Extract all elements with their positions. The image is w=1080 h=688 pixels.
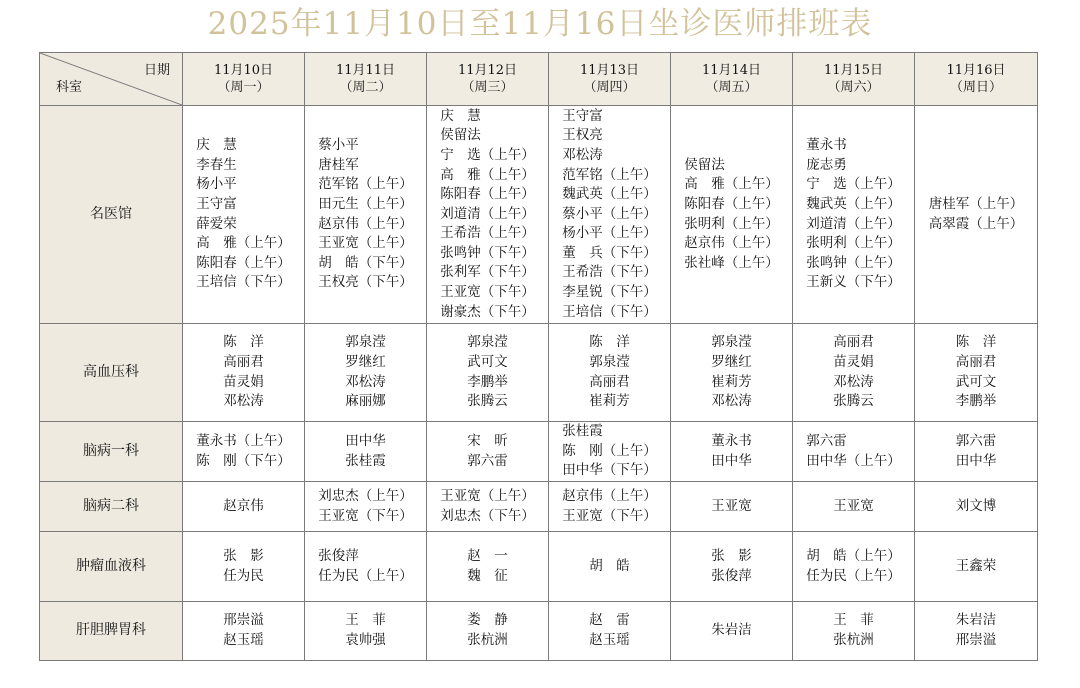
doctor-entry: 罗继红 xyxy=(345,353,386,370)
doctor-list xyxy=(956,611,997,650)
doctor-entry: 庆 慧 xyxy=(440,107,481,124)
schedule-cell xyxy=(915,532,1038,602)
doctor-entry: 魏 征 xyxy=(467,567,508,584)
doctor-entry: 赵玉瑶 xyxy=(223,632,264,648)
doctor-entry: 胡 皓（上午） xyxy=(806,547,901,564)
schedule-cell xyxy=(549,324,671,422)
doctor-list xyxy=(929,195,1024,234)
doctor-list xyxy=(467,611,508,650)
doctor-list xyxy=(833,333,874,411)
schedule-cell xyxy=(305,482,427,532)
doctor-entry: 郭六雷 xyxy=(806,432,847,449)
doctor-entry: 王权亮（下午） xyxy=(318,274,413,291)
doctor-entry: 侯留法 xyxy=(440,127,481,144)
doctor-entry: 陈阳春（上午） xyxy=(684,195,779,212)
schedule-cell xyxy=(183,106,305,324)
doctor-entry: 王培信（下午） xyxy=(562,303,657,320)
department-name: 脑病一科 xyxy=(40,422,183,482)
doctor-entry: 唐桂军（上午） xyxy=(928,195,1024,212)
doctor-entry: 苗灵娟 xyxy=(223,373,264,390)
department-row xyxy=(40,482,1038,532)
doctor-entry: 张鸣钟（上午） xyxy=(806,254,901,271)
doctor-entry: 邓松涛 xyxy=(711,393,752,410)
doctor-entry: 王希浩（上午） xyxy=(440,225,535,242)
doctor-entry: 董永书（上午） xyxy=(196,432,291,449)
doctor-entry: 董永书 xyxy=(806,137,847,154)
doctor-entry: 王培信（下午） xyxy=(196,274,291,291)
doctor-entry: 邓松涛 xyxy=(833,373,874,390)
day-date: 11月12日 xyxy=(457,63,518,78)
doctor-list xyxy=(440,107,535,323)
schedule-cell xyxy=(427,482,549,532)
corner-date-label: 日期 xyxy=(143,63,170,78)
doctor-list xyxy=(589,557,630,577)
department-row xyxy=(40,106,1038,324)
doctor-entry: 李春生 xyxy=(196,156,237,173)
schedule-cell xyxy=(549,482,671,532)
doctor-entry: 田中华 xyxy=(955,452,997,469)
doctor-entry: 赵京伟 xyxy=(223,497,264,514)
doctor-entry: 任为民（上午） xyxy=(806,567,901,584)
doctor-list xyxy=(711,547,752,586)
doctor-entry: 胡 皓（下午） xyxy=(318,254,413,271)
day-weekday: （周二） xyxy=(339,80,392,95)
doctor-list xyxy=(956,557,997,577)
day-header xyxy=(915,53,1038,106)
doctor-entry: 陈 洋 xyxy=(223,334,264,351)
schedule-cell xyxy=(183,532,305,602)
doctor-list xyxy=(833,611,874,650)
doctor-entry: 高丽君 xyxy=(589,373,630,390)
doctor-entry: 邓松涛 xyxy=(223,393,264,410)
schedule-cell xyxy=(671,422,793,482)
doctor-list xyxy=(318,136,413,293)
day-date: 11月10日 xyxy=(213,63,274,78)
doctor-entry: 高丽君 xyxy=(833,334,874,351)
doctor-entry: 张明利（上午） xyxy=(806,235,901,252)
doctor-entry: 胡 皓 xyxy=(589,557,630,574)
doctor-list xyxy=(711,497,752,517)
doctor-entry: 宁 选（上午） xyxy=(440,146,535,163)
doctor-list xyxy=(345,432,386,471)
doctor-entry: 王亚宽（下午） xyxy=(318,507,413,524)
doctor-entry: 王新义（下午） xyxy=(806,274,901,291)
day-weekday: （周四） xyxy=(583,80,636,95)
doctor-entry: 王守富 xyxy=(196,195,237,212)
doctor-entry: 娄 静 xyxy=(467,612,508,629)
schedule-cell xyxy=(671,532,793,602)
department-row xyxy=(40,422,1038,482)
doctor-list xyxy=(196,136,291,293)
doctor-entry: 刘道清（上午） xyxy=(806,215,901,232)
doctor-entry: 张桂霞 xyxy=(345,452,386,469)
doctor-entry: 董永书 xyxy=(711,432,752,449)
doctor-entry: 田元生（上午） xyxy=(318,195,413,212)
day-header xyxy=(793,53,915,106)
doctor-entry: 刘道清（上午） xyxy=(440,205,535,222)
doctor-entry: 蔡小平（上午） xyxy=(562,205,657,222)
day-weekday: （周六） xyxy=(827,80,880,95)
doctor-list xyxy=(589,333,630,411)
doctor-entry: 张明利（上午） xyxy=(684,215,779,232)
schedule-cell xyxy=(305,324,427,422)
doctor-entry: 赵京伟（上午） xyxy=(562,487,657,504)
doctor-entry: 任为民（上午） xyxy=(318,567,413,584)
doctor-list xyxy=(318,487,413,526)
doctor-entry: 王鑫荣 xyxy=(955,557,997,574)
doctor-entry: 任为民 xyxy=(223,567,264,584)
page-title: 2025年11月10日至11月16日坐诊医师排班表 xyxy=(207,6,873,42)
doctor-list xyxy=(467,547,508,586)
doctor-entry: 王 菲 xyxy=(345,612,386,629)
doctor-entry: 侯留法 xyxy=(684,156,725,173)
doctor-entry: 田中华（下午） xyxy=(562,462,657,479)
doctor-list xyxy=(956,432,997,471)
doctor-entry: 魏武英（上午） xyxy=(562,186,657,203)
schedule-cell xyxy=(427,602,549,661)
doctor-list xyxy=(467,432,508,471)
doctor-entry: 王亚宽（上午） xyxy=(318,235,413,252)
doctor-entry: 王亚宽 xyxy=(833,497,874,514)
doctor-list xyxy=(806,547,901,586)
doctor-entry: 李鹏举 xyxy=(955,393,997,410)
doctor-entry: 张俊萍 xyxy=(711,567,752,584)
doctor-entry: 蔡小平 xyxy=(318,137,359,154)
schedule-cell xyxy=(793,422,915,482)
schedule-cell xyxy=(549,532,671,602)
schedule-cell xyxy=(915,482,1038,532)
day-weekday: （周三） xyxy=(461,80,514,95)
doctor-entry: 董 兵（下午） xyxy=(562,244,657,261)
doctor-entry: 陈 刚（上午） xyxy=(562,442,657,459)
doctor-entry: 张鸣钟（下午） xyxy=(440,244,535,261)
doctor-list xyxy=(833,497,874,517)
day-header xyxy=(549,53,671,106)
doctor-entry: 郭泉滢 xyxy=(467,334,508,351)
day-weekday: （周五） xyxy=(705,80,758,95)
doctor-entry: 张桂霞 xyxy=(562,423,603,440)
schedule-cell xyxy=(305,602,427,661)
corner-dept-label: 科室 xyxy=(56,80,83,95)
doctor-entry: 王希浩（下午） xyxy=(562,264,657,281)
doctor-list xyxy=(223,333,264,411)
schedule-body xyxy=(40,106,1038,661)
doctor-entry: 范军铭（上午） xyxy=(562,166,657,183)
doctor-entry: 张利军（下午） xyxy=(440,264,535,281)
department-name: 肿瘤血液科 xyxy=(40,532,183,602)
day-header xyxy=(427,53,549,106)
schedule-cell xyxy=(793,532,915,602)
schedule-cell xyxy=(915,602,1038,661)
schedule-cell xyxy=(427,106,549,324)
doctor-entry: 王亚宽 xyxy=(711,497,752,514)
header-row xyxy=(40,53,1038,106)
doctor-list xyxy=(223,547,264,586)
doctor-entry: 郭泉滢 xyxy=(711,334,752,351)
doctor-list xyxy=(562,107,657,323)
doctor-entry: 王守富 xyxy=(562,107,603,124)
doctor-entry: 薛爱荣 xyxy=(196,215,237,232)
doctor-list xyxy=(223,497,264,517)
doctor-entry: 陈阳春（上午） xyxy=(196,254,291,271)
doctor-entry: 麻丽娜 xyxy=(345,393,386,410)
department-row xyxy=(40,532,1038,602)
doctor-entry: 武可文 xyxy=(467,353,508,370)
doctor-entry: 范军铭（上午） xyxy=(318,176,413,193)
doctor-entry: 赵玉瑶 xyxy=(589,632,630,648)
schedule-table xyxy=(39,52,1038,661)
department-row xyxy=(40,324,1038,422)
day-date: 11月14日 xyxy=(701,63,762,78)
department-name: 名医馆 xyxy=(40,106,183,324)
doctor-entry: 谢豪杰（下午） xyxy=(440,303,535,320)
schedule-cell xyxy=(427,532,549,602)
doctor-entry: 唐桂军 xyxy=(318,156,359,173)
doctor-entry: 袁帅强 xyxy=(345,632,386,648)
doctor-entry: 魏武英（上午） xyxy=(806,195,901,212)
doctor-entry: 刘忠杰（上午） xyxy=(318,487,413,504)
doctor-list xyxy=(440,487,535,526)
doctor-list xyxy=(318,547,413,586)
doctor-entry: 杨小平 xyxy=(196,176,237,193)
schedule-cell xyxy=(793,602,915,661)
doctor-entry: 王 菲 xyxy=(833,612,874,629)
doctor-entry: 李鹏举 xyxy=(467,373,508,390)
doctor-entry: 张杭洲 xyxy=(467,632,508,648)
schedule-cell xyxy=(915,324,1038,422)
doctor-entry: 田中华 xyxy=(711,452,752,469)
doctor-entry: 崔莉芳 xyxy=(589,393,630,410)
day-weekday: （周一） xyxy=(217,80,270,95)
doctor-entry: 邓松涛 xyxy=(345,373,386,390)
department-row xyxy=(40,602,1038,661)
doctor-entry: 武可文 xyxy=(955,373,997,390)
doctor-entry: 张 影 xyxy=(711,547,752,564)
day-header xyxy=(183,53,305,106)
doctor-entry: 崔莉芳 xyxy=(711,373,752,390)
doctor-entry: 朱岩洁 xyxy=(955,612,997,629)
doctor-entry: 王亚宽（上午） xyxy=(440,487,535,504)
schedule-cell xyxy=(549,602,671,661)
doctor-entry: 庆 慧 xyxy=(196,137,237,154)
schedule-cell xyxy=(793,482,915,532)
doctor-list xyxy=(562,422,657,481)
doctor-entry: 苗灵娟 xyxy=(833,353,874,370)
schedule-cell xyxy=(305,422,427,482)
doctor-entry: 李星锐（下午） xyxy=(562,284,657,301)
schedule-cell xyxy=(793,324,915,422)
doctor-entry: 陈阳春（上午） xyxy=(440,186,535,203)
doctor-list xyxy=(467,333,508,411)
doctor-list xyxy=(562,487,657,526)
schedule-cell xyxy=(671,106,793,324)
doctor-entry: 赵 一 xyxy=(467,547,508,564)
schedule-cell xyxy=(671,602,793,661)
doctor-entry: 刘忠杰（下午） xyxy=(440,507,535,524)
schedule-cell xyxy=(183,324,305,422)
doctor-list xyxy=(806,136,901,293)
doctor-list xyxy=(684,156,779,274)
doctor-list xyxy=(589,611,630,650)
doctor-entry: 罗继红 xyxy=(711,353,752,370)
doctor-entry: 张社峰（上午） xyxy=(684,254,779,271)
doctor-entry: 高 雅（上午） xyxy=(196,235,291,252)
doctor-entry: 朱岩洁 xyxy=(711,622,752,639)
day-header xyxy=(305,53,427,106)
doctor-list xyxy=(345,611,386,650)
department-name: 高血压科 xyxy=(40,324,183,422)
doctor-entry: 陈 洋 xyxy=(955,334,997,351)
day-date: 11月13日 xyxy=(579,63,640,78)
doctor-entry: 张腾云 xyxy=(467,393,508,410)
doctor-list xyxy=(711,621,752,641)
doctor-entry: 郭泉滢 xyxy=(589,353,630,370)
doctor-list xyxy=(223,611,264,650)
day-weekday: （周日） xyxy=(949,80,1002,95)
schedule-cell xyxy=(183,602,305,661)
doctor-entry: 田中华 xyxy=(345,432,386,449)
doctor-list xyxy=(711,432,752,471)
department-name: 肝胆脾胃科 xyxy=(40,602,183,661)
schedule-cell xyxy=(183,482,305,532)
schedule-cell xyxy=(671,324,793,422)
doctor-list xyxy=(196,432,291,471)
doctor-entry: 宋 昕 xyxy=(467,432,508,449)
schedule-cell xyxy=(427,422,549,482)
doctor-entry: 高 雅（上午） xyxy=(440,166,535,183)
doctor-list xyxy=(806,432,901,471)
day-date: 11月16日 xyxy=(946,63,1006,78)
day-date: 11月15日 xyxy=(823,63,884,78)
doctor-entry: 王亚宽（下午） xyxy=(562,507,657,524)
doctor-entry: 张 影 xyxy=(223,547,264,564)
doctor-entry: 郭泉滢 xyxy=(345,334,386,351)
doctor-entry: 田中华（上午） xyxy=(806,452,901,469)
doctor-entry: 高丽君 xyxy=(955,353,997,370)
schedule-cell xyxy=(549,422,671,482)
schedule-cell xyxy=(793,106,915,324)
day-header xyxy=(671,53,793,106)
doctor-entry: 邢崇溢 xyxy=(955,632,997,648)
doctor-entry: 张俊萍 xyxy=(318,547,359,564)
doctor-entry: 赵 雷 xyxy=(589,612,630,629)
doctor-entry: 张腾云 xyxy=(833,393,874,410)
doctor-entry: 陈 洋 xyxy=(589,334,630,351)
schedule-cell xyxy=(915,106,1038,324)
department-name: 脑病二科 xyxy=(40,482,183,532)
doctor-list xyxy=(956,333,997,411)
doctor-list xyxy=(956,497,997,517)
doctor-entry: 邓松涛 xyxy=(562,146,603,163)
doctor-entry: 高 雅（上午） xyxy=(684,176,779,193)
doctor-entry: 赵京伟（上午） xyxy=(684,235,779,252)
doctor-entry: 庞志勇 xyxy=(806,156,847,173)
doctor-entry: 郭六雷 xyxy=(955,432,997,449)
day-date: 11月11日 xyxy=(335,63,396,78)
doctor-entry: 高翠霞（上午） xyxy=(928,215,1024,232)
doctor-entry: 邢崇溢 xyxy=(223,612,264,629)
doctor-entry: 王权亮 xyxy=(562,127,603,144)
schedule-cell xyxy=(183,422,305,482)
doctor-list xyxy=(711,333,752,411)
doctor-entry: 张杭洲 xyxy=(833,632,874,648)
schedule-cell xyxy=(915,422,1038,482)
schedule-cell xyxy=(427,324,549,422)
doctor-entry: 王亚宽（下午） xyxy=(440,284,535,301)
schedule-cell xyxy=(671,482,793,532)
schedule-cell xyxy=(305,532,427,602)
doctor-entry: 宁 选（上午） xyxy=(806,176,901,193)
corner-header xyxy=(40,53,183,106)
doctor-entry: 刘文博 xyxy=(955,497,997,514)
schedule-cell xyxy=(549,106,671,324)
doctor-list xyxy=(345,333,386,411)
doctor-entry: 郭六雷 xyxy=(467,452,508,469)
doctor-entry: 陈 刚（下午） xyxy=(196,452,291,469)
doctor-entry: 赵京伟（上午） xyxy=(318,215,413,232)
doctor-entry: 高丽君 xyxy=(223,353,264,370)
doctor-entry: 杨小平（上午） xyxy=(562,225,657,242)
schedule-cell xyxy=(305,106,427,324)
